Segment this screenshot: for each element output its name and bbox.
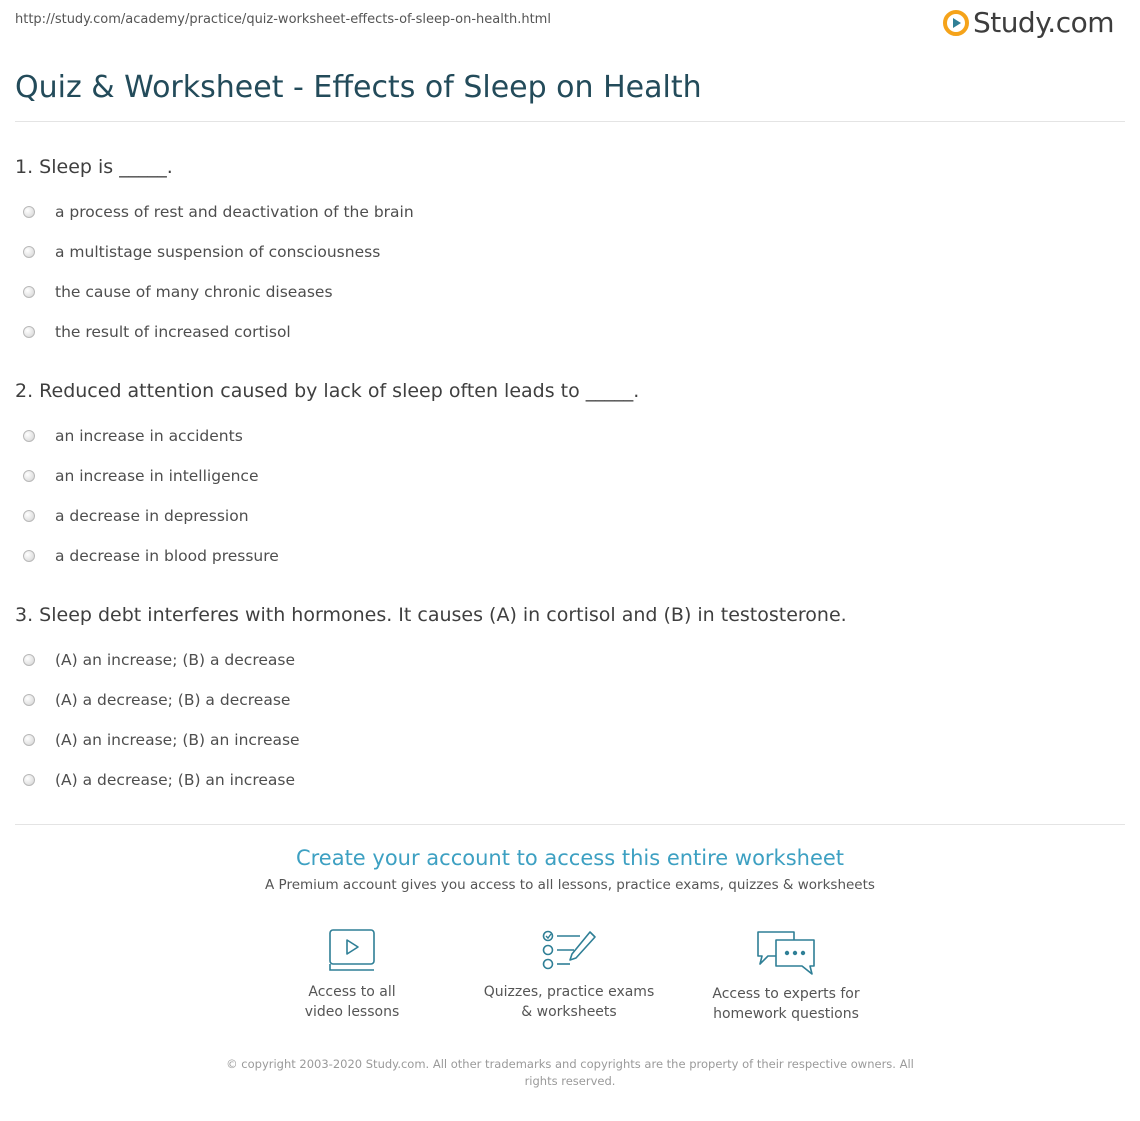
- option-label: an increase in accidents: [55, 427, 243, 445]
- radio-button[interactable]: [23, 326, 35, 338]
- option-label: (A) a decrease; (B) an increase: [55, 771, 296, 789]
- cta-divider: [15, 824, 1125, 825]
- feature-quizzes: [469, 928, 669, 1022]
- question-text: 1. Sleep is _____.: [15, 156, 173, 178]
- answer-option[interactable]: [15, 192, 1115, 232]
- option-label: the result of increased cortisol: [55, 323, 291, 341]
- answer-options: [15, 640, 1115, 800]
- answer-option[interactable]: [15, 416, 1115, 456]
- answer-option[interactable]: [15, 760, 1115, 800]
- answer-options: [15, 416, 1115, 576]
- feature-label: Quizzes, practice exams & worksheets: [483, 984, 655, 1020]
- question-1: [15, 152, 1115, 352]
- radio-button[interactable]: [23, 694, 35, 706]
- quiz-checklist-icon: [540, 928, 598, 974]
- answer-option[interactable]: [15, 536, 1115, 576]
- option-label: an increase in intelligence: [55, 467, 259, 485]
- answer-option[interactable]: [15, 680, 1115, 720]
- answer-option[interactable]: [15, 272, 1115, 312]
- radio-button[interactable]: [23, 550, 35, 562]
- create-account-link[interactable]: Create your account to access this entire worksheet: [295, 846, 845, 870]
- logo-text: Study.com: [972, 6, 1114, 39]
- feature-label: Access to experts for homework questions: [712, 986, 860, 1022]
- option-label: (A) a decrease; (B) a decrease: [55, 691, 291, 709]
- option-label: (A) an increase; (B) an increase: [55, 731, 300, 749]
- option-label: a decrease in blood pressure: [55, 547, 279, 565]
- radio-button[interactable]: [23, 654, 35, 666]
- answer-option[interactable]: [15, 232, 1115, 272]
- play-circle-icon: [943, 10, 969, 36]
- question-text: 2. Reduced attention caused by lack of sleep often leads to _____.: [15, 380, 640, 402]
- video-lesson-icon: [326, 928, 378, 974]
- option-label: the cause of many chronic diseases: [55, 283, 333, 301]
- answer-option[interactable]: [15, 496, 1115, 536]
- question-3: [15, 600, 1115, 800]
- feature-label: Access to all video lessons: [304, 984, 400, 1020]
- question-text: 3. Sleep debt interferes with hormones. It causes (A) in cortisol and (B) in testosterone.: [15, 604, 847, 626]
- answer-option[interactable]: [15, 640, 1115, 680]
- answer-options: [15, 192, 1115, 352]
- answer-option[interactable]: [15, 456, 1115, 496]
- answer-option[interactable]: [15, 312, 1115, 352]
- radio-button[interactable]: [23, 430, 35, 442]
- option-label: a process of rest and deactivation of the brain: [55, 203, 414, 221]
- page-url[interactable]: http://study.com/academy/practice/quiz-worksheet-effects-of-sleep-on-health.html: [15, 12, 551, 27]
- radio-button[interactable]: [23, 470, 35, 482]
- feature-video-lessons: [252, 928, 452, 1022]
- radio-button[interactable]: [23, 734, 35, 746]
- title-divider: [15, 121, 1125, 122]
- option-label: a decrease in depression: [55, 507, 249, 525]
- radio-button[interactable]: [23, 246, 35, 258]
- chat-bubbles-icon: [754, 928, 818, 976]
- option-label: (A) an increase; (B) a decrease: [55, 651, 296, 669]
- cta-subtitle: A Premium account gives you access to all lessons, practice exams, quizzes & worksheets: [265, 877, 875, 893]
- radio-button[interactable]: [23, 510, 35, 522]
- radio-button[interactable]: [23, 206, 35, 218]
- radio-button[interactable]: [23, 774, 35, 786]
- question-2: [15, 376, 1115, 576]
- study-logo[interactable]: [943, 6, 1114, 39]
- copyright-footer: © copyright 2003-2020 Study.com. All other trademarks and copyrights are the property of their respective owners. All rights reserved.: [226, 1057, 914, 1088]
- feature-experts: [686, 928, 886, 1024]
- top-bar: [0, 0, 1140, 50]
- page-title: Quiz & Worksheet - Effects of Sleep on Health: [15, 70, 702, 105]
- radio-button[interactable]: [23, 286, 35, 298]
- answer-option[interactable]: [15, 720, 1115, 760]
- option-label: a multistage suspension of consciousness: [55, 243, 381, 261]
